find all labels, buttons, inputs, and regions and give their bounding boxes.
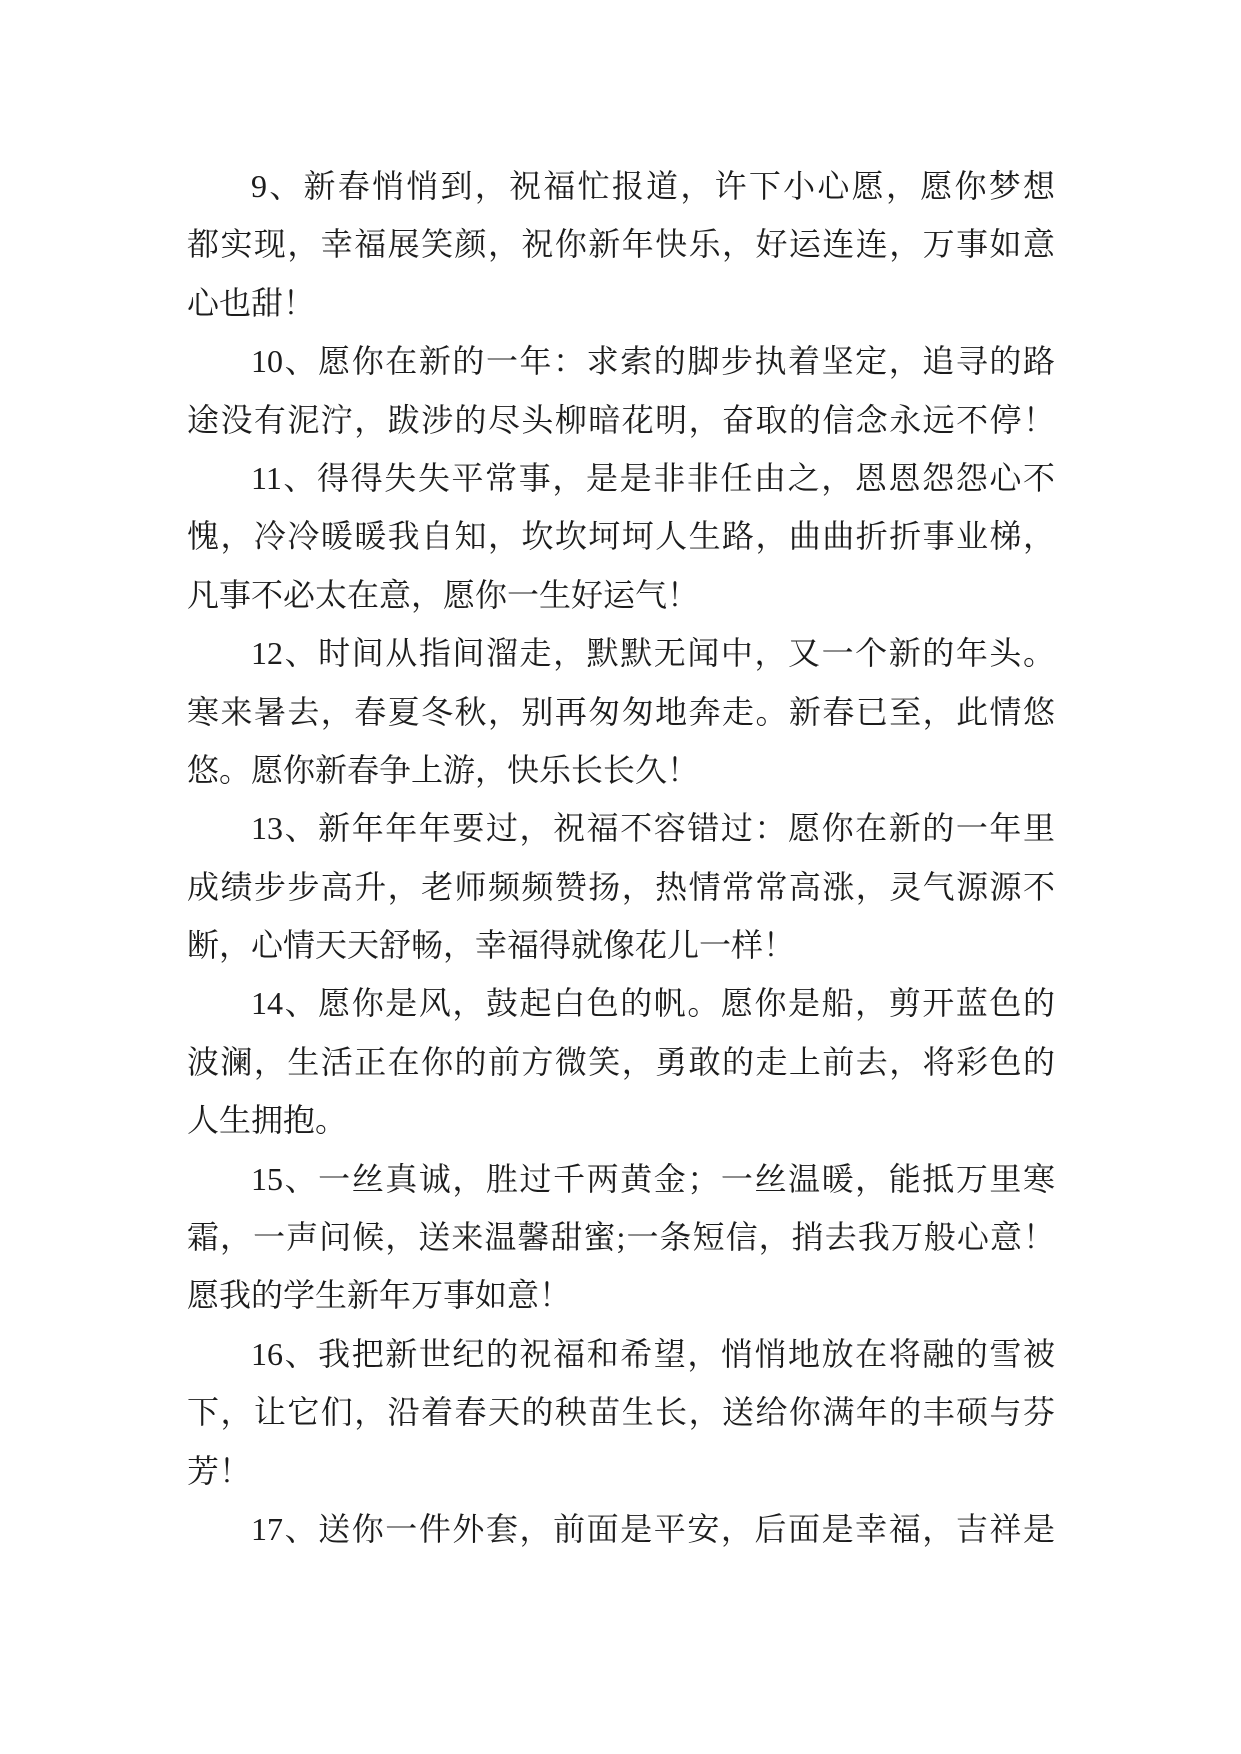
wish-paragraph-11: [187, 449, 1055, 624]
text-line: 寒来暑去，春夏冬秋，别再匆匆地奔走。新春已至，此情悠: [187, 693, 1055, 730]
text-line: 下，让它们，沿着春天的秧苗生长，送给你满年的丰硕与芬: [187, 1394, 1055, 1431]
text-line: 愧，冷冷暖暖我自知，坎坎坷坷人生路，曲曲折折事业梯，: [187, 518, 1055, 555]
wish-paragraph-13: [187, 799, 1055, 974]
wish-paragraph-12: [187, 624, 1055, 799]
text-line: 16、我把新世纪的祝福和希望，悄悄地放在将融的雪被: [251, 1335, 1055, 1372]
text-line: 10、愿你在新的一年：求索的脚步执着坚定，追寻的路: [251, 343, 1055, 380]
wish-paragraph-16: [187, 1325, 1055, 1500]
text-line: 都实现，幸福展笑颜，祝你新年快乐，好运连连，万事如意: [187, 226, 1055, 263]
text-line: 12、时间从指间溜走，默默无闻中，又一个新的年头。: [251, 635, 1055, 672]
text-line: 心也甜！: [187, 284, 316, 321]
text-line: 凡事不必太在意，愿你一生好运气！: [187, 576, 700, 613]
text-line: 人生拥抱。: [187, 1102, 348, 1139]
text-line: 成绩步步高升，老师频频赞扬，热情常常高涨，灵气源源不: [187, 868, 1055, 905]
text-line: 14、愿你是风，鼓起白色的帆。愿你是船，剪开蓝色的: [251, 985, 1055, 1022]
text-line: 13、新年年年要过，祝福不容错过：愿你在新的一年里: [251, 810, 1055, 847]
wish-paragraph-9: [187, 157, 1055, 332]
wish-paragraph-10: [187, 332, 1055, 449]
text-line: 霜，一声问候，送来温馨甜蜜;一条短信，捎去我万般心意！: [187, 1219, 1055, 1256]
text-line: 断，心情天天舒畅，幸福得就像花儿一样！: [187, 927, 796, 964]
wish-paragraph-14: [187, 974, 1055, 1149]
text-line: 波澜，生活正在你的前方微笑，勇敢的走上前去，将彩色的: [187, 1043, 1055, 1080]
text-line: 愿我的学生新年万事如意！: [187, 1277, 572, 1314]
text-line: 途没有泥泞，跋涉的尽头柳暗花明，奋取的信念永远不停！: [187, 401, 1055, 438]
document-body: [187, 157, 1055, 1558]
wish-paragraph-17: [187, 1500, 1055, 1558]
text-line: 17、送你一件外套，前面是平安，后面是幸福，吉祥是: [251, 1510, 1055, 1547]
text-line: 9、新春悄悄到，祝福忙报道，许下小心愿，愿你梦想: [251, 168, 1055, 204]
text-line: 11、得得失失平常事，是是非非任由之，恩恩怨怨心不: [251, 459, 1055, 496]
text-line: 芳！: [187, 1452, 252, 1489]
wish-paragraph-15: [187, 1150, 1055, 1325]
text-line: 悠。愿你新春争上游，快乐长长久！: [187, 751, 700, 788]
text-line: 15、一丝真诚，胜过千两黄金；一丝温暖，能抵万里寒: [251, 1160, 1055, 1197]
